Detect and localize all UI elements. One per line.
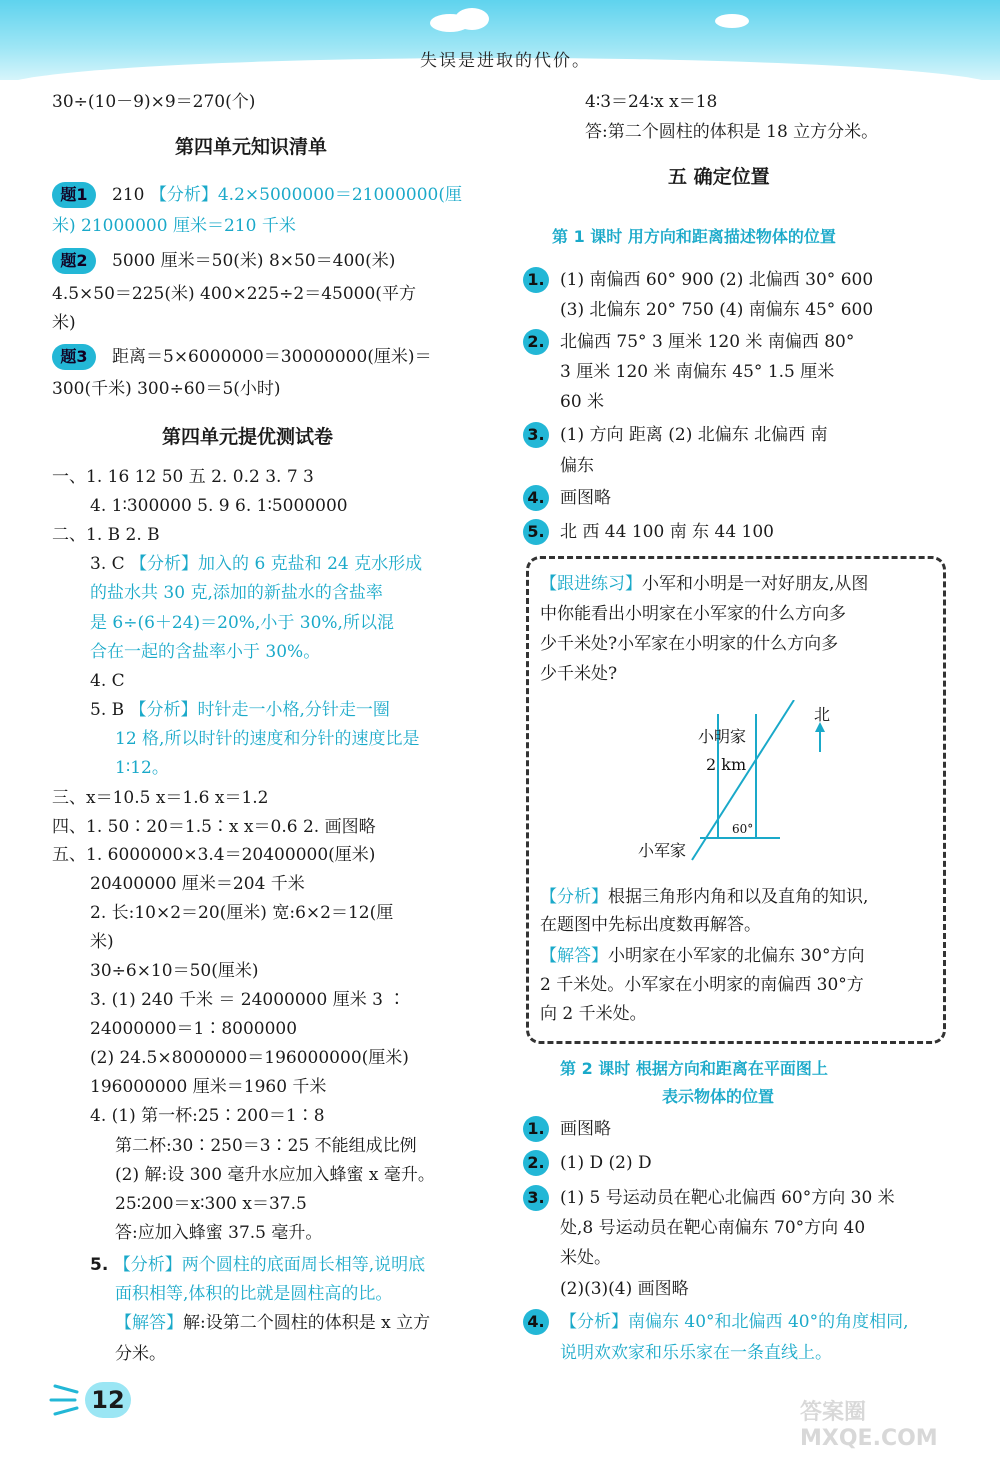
answer-line: 12 格,所以时针的速度和分针的速度比是 [115, 729, 420, 749]
lesson-title: 第 2 课时 根据方向和距离在平面图上 [560, 1059, 828, 1078]
answer-line: 25∶200＝x∶300 x＝37.5 [115, 1194, 307, 1214]
answer-line: (2)(3)(4) 画图略 [560, 1279, 689, 1299]
answer-line: 5000 厘米＝50(米) 8×50＝400(米) [112, 251, 396, 271]
answer-line: 二、1. B 2. B [52, 525, 160, 545]
label-angle: 60° [732, 822, 754, 836]
answer-line: 一、1. 16 12 50 五 2. 0.2 3. 7 3 [52, 467, 314, 487]
box-text: 少千米处?小军家在小明家的什么方向多 [540, 634, 839, 654]
box-text: 【解答】小明家在小军家的北偏东 30°方向 [540, 946, 865, 966]
number-badge: 3. [523, 422, 549, 448]
answer-line: 米处。 [560, 1248, 611, 1268]
answer-line: 处,8 号运动员在靶心南偏东 70°方向 40 [560, 1218, 866, 1238]
route-line [692, 700, 794, 860]
answer-line: 210 【分析】4.2×5000000＝21000000(厘 [112, 185, 463, 205]
number-badge: 2. [523, 329, 549, 355]
answer-line: 答:应加入蜂蜜 37.5 毫升。 [115, 1223, 323, 1243]
box-text: 少千米处? [540, 664, 618, 684]
answer-line: 4. 1∶300000 5. 9 6. 1∶5000000 [90, 496, 348, 516]
number-badge: 1. [523, 267, 549, 293]
cloud-icon [455, 8, 489, 30]
answer-line: 1∶12。 [115, 758, 169, 778]
answer-line: 四、1. 50∶20＝1.5∶x x＝0.6 2. 画图略 [52, 817, 376, 837]
answer-line: (2) 24.5×8000000＝196000000(厘米) [90, 1048, 409, 1068]
answer-line: 196000000 厘米＝1960 千米 [90, 1077, 327, 1097]
answer-line: 答:第二个圆柱的体积是 18 立方分米。 [585, 122, 879, 142]
section-title: 第四单元知识清单 [175, 136, 328, 158]
answer-line: (3) 北偏东 20° 750 (4) 南偏东 45° 600 [560, 300, 874, 320]
box-text: 在题图中先标出度数再解答。 [540, 915, 761, 935]
answer-line: 第二杯:30∶250＝3∶25 不能组成比例 [115, 1136, 417, 1156]
answer-line: 画图略 [560, 1119, 611, 1139]
label-distance: 2 km [706, 755, 747, 774]
answer-line: (1) 南偏西 60° 900 (2) 北偏西 30° 600 [560, 270, 874, 290]
number-badge: 4. [523, 1309, 549, 1335]
answer-line: 60 米 [560, 392, 605, 412]
box-text: 2 千米处。小军家在小明家的南偏西 30°方 [540, 975, 864, 995]
answer-line: 北 西 44 100 南 东 44 100 [560, 522, 774, 542]
answer-line: 五、1. 6000000×3.4＝20400000(厘米) [52, 845, 376, 865]
answer-line: 300(千米) 300÷60＝5(小时) [52, 379, 281, 399]
cloud-icon [715, 14, 749, 28]
unit-title: 五 确定位置 [668, 166, 770, 188]
box-text: 【分析】根据三角形内角和以及直角的知识, [540, 887, 869, 907]
watermark: 答案圈 MXQE.COM [800, 1400, 938, 1451]
answer-line: 画图略 [560, 488, 611, 508]
page-number: 12 [85, 1382, 131, 1418]
answer-line: 4.5×50＝225(米) 400×225÷2＝45000(平方 [52, 284, 416, 304]
number-badge: 1. [523, 1116, 549, 1142]
question-label: 题1 [52, 182, 96, 208]
answer-line: 三、x＝10.5 x＝1.6 x＝1.2 [52, 788, 269, 808]
label-north: 北 [814, 705, 831, 724]
answer-line: (1) 5 号运动员在靶心北偏西 60°方向 30 米 [560, 1188, 895, 1208]
question-label: 题2 [52, 248, 96, 274]
top-equation: 30÷(10－9)×9＝270(个) [52, 92, 256, 112]
answer-line: (1) 方向 距离 (2) 北偏东 北偏西 南 [560, 425, 828, 445]
answer-line: 4∶3＝24∶x x＝18 [585, 92, 718, 112]
question-label: 题3 [52, 344, 96, 370]
page-header [0, 0, 1000, 80]
direction-diagram [630, 700, 860, 870]
answer-line: (1) D (2) D [560, 1153, 652, 1173]
number-badge: 2. [523, 1150, 549, 1176]
answer-line: 3 厘米 120 米 南偏东 45° 1.5 厘米 [560, 362, 835, 382]
label-xiaojun: 小军家 [638, 841, 687, 860]
number-badge: 4. [523, 485, 549, 511]
page-number-decoration-icon [45, 1378, 85, 1422]
answer-line: 米) [52, 313, 76, 333]
answer-line: 5. B 【分析】时针走一小格,分针走一圈 [90, 700, 390, 720]
answer-line: 合在一起的含盐率小于 30%。 [90, 642, 321, 662]
lesson-title: 第 1 课时 用方向和距离描述物体的位置 [552, 227, 836, 246]
label-xiaoming: 小明家 [698, 727, 747, 746]
answer-line: 说明欢欢家和乐乐家在一条直线上。 [560, 1343, 832, 1363]
answer-line: 北偏西 75° 3 厘米 120 米 南偏西 80° [560, 332, 855, 352]
answer-line: 分米。 [115, 1344, 166, 1364]
answer-line: 3. C 【分析】加入的 6 克盐和 24 克水形成 [90, 554, 423, 574]
answer-line: 面积相等,体积的比就是圆柱高的比。 [115, 1284, 393, 1304]
answer-line: 2. 长:10×2＝20(厘米) 宽:6×2＝12(厘 [90, 903, 394, 923]
answer-line: 20400000 厘米＝204 千米 [90, 874, 305, 894]
answer-line: 米) 21000000 厘米＝210 千米 [52, 216, 296, 236]
answer-line: 的盐水共 30 克,添加的新盐水的含盐率 [90, 583, 383, 603]
section-title: 第四单元提优测试卷 [162, 426, 334, 448]
answer-line: 5. 【分析】两个圆柱的底面周长相等,说明底 [90, 1255, 426, 1275]
answer-line: 是 6÷(6＋24)＝20%,小于 30%,所以混 [90, 613, 394, 633]
answer-line: 米) [90, 932, 114, 952]
header-motto: 失误是进取的代价。 [420, 51, 591, 71]
answer-line: 3. (1) 240 千米 ＝ 24000000 厘米 3 ∶ [90, 990, 406, 1010]
answer-line: 距离＝5×6000000＝30000000(厘米)＝ [112, 347, 432, 367]
answer-line: 【解答】解:设第二个圆柱的体积是 x 立方 [115, 1313, 431, 1333]
number-badge: 3. [523, 1185, 549, 1211]
answer-line: 【分析】南偏东 40°和北偏西 40°的角度相同, [560, 1312, 909, 1332]
box-text: 向 2 千米处。 [540, 1004, 647, 1024]
box-text: 【跟进练习】小军和小明是一对好朋友,从图 [540, 574, 869, 594]
answer-line: 24000000＝1∶8000000 [90, 1019, 298, 1039]
answer-line: 4. C [90, 671, 125, 691]
box-text: 中你能看出小明家在小军家的什么方向多 [540, 604, 846, 624]
answer-line: (2) 解:设 300 毫升水应加入蜂蜜 x 毫升。 [115, 1165, 435, 1185]
answer-line: 4. (1) 第一杯:25∶200＝1∶8 [90, 1106, 325, 1126]
answer-line: 偏东 [560, 456, 594, 476]
lesson-title: 表示物体的位置 [662, 1087, 775, 1106]
answer-line: 30÷6×10＝50(厘米) [90, 961, 259, 981]
number-badge: 5. [523, 519, 549, 545]
